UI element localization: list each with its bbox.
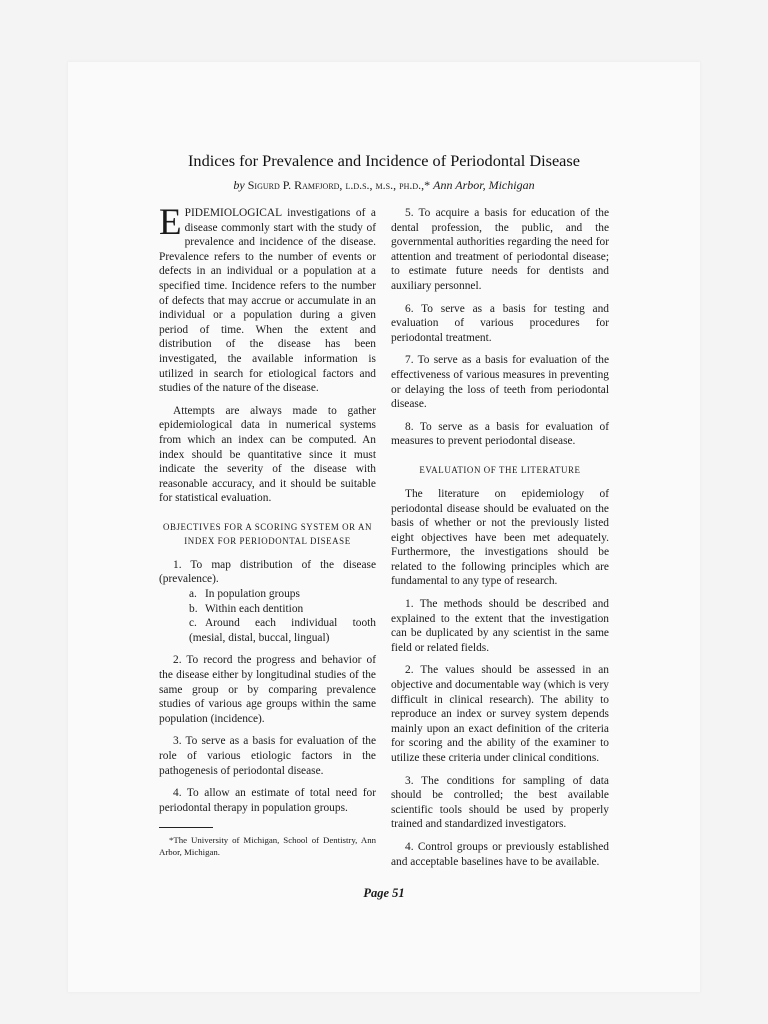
subitem-label: c.	[189, 617, 197, 630]
section-heading-literature: EVALUATION OF THE LITERATURE	[419, 464, 581, 475]
right-column	[391, 206, 609, 877]
objective-1-sublist	[189, 587, 376, 645]
principle-3: 3. The conditions for sampling of data should be controlled; the best available scientific tools should be used by properly trained and standardized investigators.	[391, 774, 609, 831]
objective-7: 7. To serve as a basis for evaluation of the effectiveness of various measures in preventing or delaying the loss of teeth from periodontal disease.	[391, 354, 609, 411]
left-column	[159, 202, 376, 858]
subitem-text: Around each individual tooth (mesial, distal, buccal, lingual)	[189, 617, 376, 644]
author-location: Ann Arbor, Michigan	[433, 178, 535, 192]
objective-5: 5. To acquire a basis for education of the dental profession, the public, and the governmental authorities regarding the need for attention and treatment of periodontal disease; to estimate future needs for dentists and auxiliary personnel.	[391, 207, 609, 292]
objective-1-subitem	[189, 616, 376, 645]
drop-cap: E	[159, 202, 182, 243]
intro-text: investigations of a disease commonly start with the study of prevalence and incidence of the disease. Prevalence refers to the number of events or defects in an individual or a population at a specified time. Incidence refers to the number of defects that may accrue or accumulate in an individual or a population during a given period of time. When the extent and distribution of the disease has been investigated, the available information is utilized in search for etiological factors and studies of the nature of the disease.	[159, 207, 376, 395]
subitem-label: b.	[189, 602, 198, 615]
byline	[0, 178, 768, 193]
objective-6: 6. To serve as a basis for testing and evaluation of various procedures for periodontal treatment.	[391, 302, 609, 344]
footnote: *The University of Michigan, School of Dentistry, Ann Arbor, Michigan.	[159, 835, 376, 858]
objective-8: 8. To serve as a basis for evaluation of measures to prevent periodontal disease.	[391, 420, 609, 448]
article-title: Indices for Prevalence and Incidence of Periodontal Disease	[188, 151, 580, 170]
page-number: Page 51	[363, 886, 405, 900]
objective-2: 2. To record the progress and behavior of the disease either by longitudinal studies of the same group or by comparing prevalence studies of various age groups within the same population (incidence).	[159, 654, 376, 725]
author-name: Sigurd P. Ramfjord,	[247, 178, 343, 192]
objective-1-subitem	[189, 587, 376, 602]
intro-lead-word: PIDEMIOLOGICAL	[184, 207, 282, 219]
objective-1: 1. To map distribution of the disease (prevalence).	[159, 558, 376, 586]
literature-intro: The literature on epidemiology of periodontal disease should be evaluated on the basis of whether or not the previously listed eight objectives have been met adequately. Furthermore, the investigations should be related to the following principles which are fundamental to any type of research.	[391, 487, 609, 588]
objective-1-subitem	[189, 602, 376, 617]
principle-2: 2. The values should be assessed in an objective and documentable way (which is very difficult in clinical research). The ability to reproduce an index or survey system depends mainly upon an exact definition of the criteria for scoring and the ability of the examiner to utilize these criteria under clinical conditions.	[391, 664, 609, 764]
footnote-rule	[159, 827, 213, 828]
subitem-label: a.	[189, 588, 197, 601]
byline-by: by	[233, 178, 245, 192]
author-degrees: l.d.s., m.s., ph.d.,*	[345, 178, 431, 192]
objective-3: 3. To serve as a basis for evaluation of the role of various etiologic factors in the pathogenesis of periodontal disease.	[159, 735, 376, 777]
subitem-text: In population groups	[205, 588, 300, 601]
principle-1: 1. The methods should be described and explained to the extent that the investigation can be duplicated by any scientist in the same field or related fields.	[391, 598, 609, 654]
section-heading-objectives: OBJECTIVES FOR A SCORING SYSTEM OR AN INDEX FOR PERIODONTAL DISEASE	[162, 521, 373, 546]
intro-paragraph	[159, 202, 376, 396]
subitem-text: Within each dentition	[205, 602, 304, 615]
paragraph-index: Attempts are always made to gather epidemiological data in numerical systems from which an index can be computed. An index should be quantitative since it must indicate the severity of the disease with reasonable accuracy, and it should be suitable for statistical evaluation.	[159, 404, 376, 505]
principle-4: 4. Control groups or previously established and acceptable baselines have to be available.	[391, 840, 609, 868]
objective-4: 4. To allow an estimate of total need for periodontal therapy in population groups.	[159, 787, 376, 814]
